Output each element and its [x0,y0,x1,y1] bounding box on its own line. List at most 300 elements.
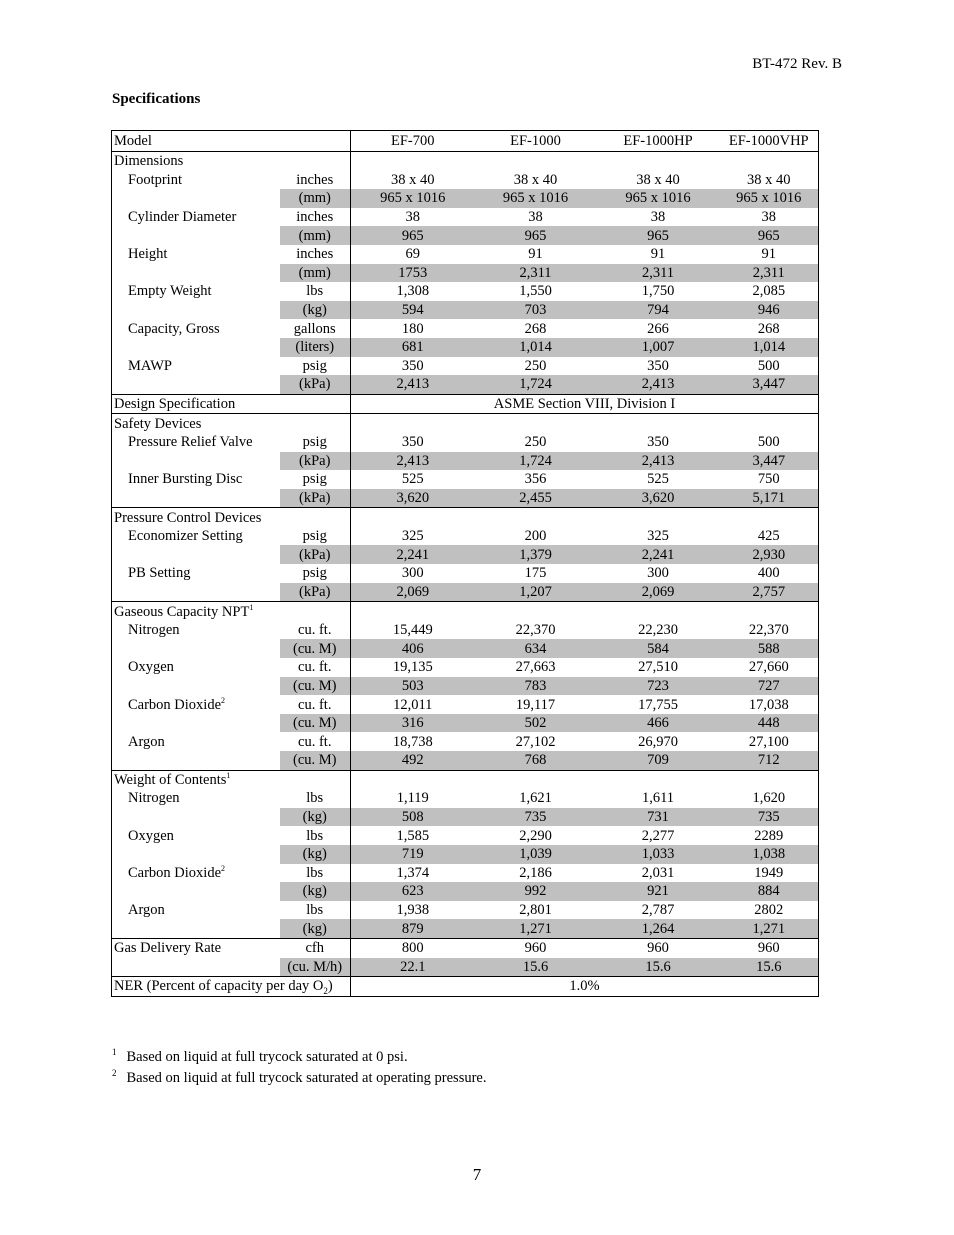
row-label [112,658,280,677]
value-cell: 325 [647,528,669,545]
model-header: EF-700 [351,131,475,152]
value-cell: 2,787 [641,902,675,919]
value-cell: 681 [351,338,475,357]
value-cell: 27,102 [515,733,556,750]
value-cell: 2,186 [519,864,552,881]
value-cell: 709 [597,751,720,770]
value-cell [475,602,597,621]
value-cell: 466 [597,714,720,733]
row-label [112,695,280,714]
value-cell: 2,069 [351,583,475,602]
value-cell: 448 [720,714,819,733]
row-label [112,751,280,770]
table-row [112,564,819,583]
footnotes [112,1047,486,1089]
value-cell: 300 [647,565,669,582]
value-cell: 1,207 [475,583,597,602]
row-label-text: ) [327,978,333,995]
table-row [112,639,819,658]
table-row [112,508,819,527]
value-cell: 965 [351,226,475,245]
row-label-text: Empty Weight [128,283,212,300]
value-cell: 3,620 [351,489,475,508]
value-cell: 27,510 [638,659,678,676]
value-cell: 2802 [720,901,819,920]
table-row [112,621,819,640]
unit-cell: (kg) [280,845,351,864]
value-cell: 22.1 [351,958,475,977]
value-cell: 731 [597,808,720,827]
row-label [112,301,280,320]
value-cell: 1,308 [351,282,475,301]
row-label [112,845,280,864]
row-label [112,245,280,264]
value-cell: 3,620 [597,489,720,508]
value-cell: 2,413 [351,375,475,394]
value-cell: 356 [524,471,547,488]
unit-cell: gallons [293,320,336,337]
group-title [112,770,280,789]
row-label [112,264,280,283]
row-label [112,489,280,508]
value-cell: 2,311 [720,264,819,283]
value-cell: 1,039 [475,845,597,864]
table-row [112,695,819,714]
row-label [112,470,280,489]
unit-cell: (kPa) [280,489,351,508]
value-cell [351,770,475,789]
table-row [112,882,819,901]
unit-cell: lbs [306,827,324,844]
row-label-text: Argon [128,733,165,750]
row-label-text: Capacity, Gross [128,320,220,337]
row-label [112,357,280,376]
value-cell: 350 [351,357,475,376]
unit-cell: cu. ft. [298,622,332,639]
footnote: $^1$ Based on liquid at full trycock saturated at 0 psi. [112,1047,408,1065]
value-cell: 250 [524,357,547,374]
value-cell: 22,230 [638,622,678,639]
table-row [112,470,819,489]
value-cell [597,152,720,171]
row-label-text: Carbon Dioxide [128,864,222,881]
table-row [112,770,819,789]
value-cell: 38 [351,208,475,227]
value-cell: 735 [475,808,597,827]
value-cell: 38 [720,208,819,227]
unit-cell: lbs [306,283,324,300]
unit-cell [280,508,351,527]
value-cell: 3,447 [720,375,819,394]
row-label [112,732,280,751]
value-cell: 525 [351,470,475,489]
value-cell: 38 x 40 [720,171,819,190]
table-row [112,808,819,827]
row-label-text: Oxygen [128,827,174,844]
value-cell: 18,738 [351,732,475,751]
table-row [112,958,819,977]
unit-cell [280,770,351,789]
table-row [112,414,819,433]
value-cell: 2,277 [641,827,675,844]
table-row [112,189,819,208]
value-cell: 1,585 [351,826,475,845]
group-title: Pressure Control Devices [112,508,280,527]
table-row [112,732,819,751]
row-label [112,527,280,546]
row-label-text: NER (Percent of capacity per day O [114,978,324,995]
unit-cell: (kg) [280,301,351,320]
value-cell: 623 [351,882,475,901]
value-cell: 2,801 [519,902,552,919]
group-title-text: Weight of Contents [114,771,227,788]
value-cell [475,152,597,171]
value-cell: 1,620 [720,789,819,808]
value-cell [720,770,819,789]
value-cell: 325 [351,527,475,546]
value-cell [720,508,819,527]
row-label-text: Carbon Dioxide [128,696,222,713]
value-cell: 316 [351,714,475,733]
unit-cell: psig [302,471,327,488]
value-cell: 2,311 [475,264,597,283]
row-label-text: Pressure Relief Valve [128,434,253,451]
group-title: Dimensions [112,152,280,171]
value-cell: 794 [597,301,720,320]
value-cell [720,414,819,433]
value-cell: 492 [351,751,475,770]
value-cell: 719 [351,845,475,864]
unit-cell: (cu. M) [280,751,351,770]
unit-cell: lbs [306,902,324,919]
row-label [112,808,280,827]
value-cell: 1,724 [475,452,597,471]
table-row [112,658,819,677]
value-cell: 2,241 [351,545,475,564]
unit-cell: inches [296,209,334,226]
value-cell: 965 x 1016 [720,189,819,208]
table-row [112,751,819,770]
value-cell: 350 [647,357,669,374]
value-cell: 38 x 40 [513,171,558,188]
value-cell: 503 [351,677,475,696]
value-cell: 15,449 [351,621,475,640]
value-cell: 91 [650,246,666,263]
unit-cell: (kPa) [280,375,351,394]
table-row [112,938,819,957]
value-cell: 2,069 [597,583,720,602]
row-label [112,864,280,883]
value-cell: 634 [475,639,597,658]
unit-cell: (cu. M) [280,677,351,696]
value-cell: 1,014 [475,338,597,357]
value-cell: 200 [524,528,547,545]
value-cell: 1,119 [351,789,475,808]
unit-cell: cu. ft. [298,696,332,713]
value-cell: 965 x 1016 [351,189,475,208]
value-cell: 5,171 [720,489,819,508]
unit-cell [280,602,351,621]
table-row [112,394,819,414]
value-cell: 15.6 [597,958,720,977]
unit-cell: cu. ft. [298,733,332,750]
unit-cell [280,394,351,414]
row-label [112,375,280,394]
value-cell: 703 [475,301,597,320]
value-cell [475,414,597,433]
table-row [112,433,819,452]
table-row [112,357,819,376]
value-cell: 1,550 [519,283,552,300]
value-cell [351,602,475,621]
value-cell: 783 [475,677,597,696]
footnote: $^2$ Based on liquid at full trycock saturated at operating pressure. [112,1068,487,1086]
row-label [112,677,280,696]
unit-cell: (liters) [280,338,351,357]
table-row [112,131,819,152]
table-row [112,226,819,245]
unit-cell: psig [302,357,327,374]
unit-cell: inches [296,171,334,188]
value-cell: 965 [720,226,819,245]
row-label [112,338,280,357]
table-row [112,977,819,997]
value-cell: 38 x 40 [636,171,680,188]
table-row [112,489,819,508]
row-label-text: Height [128,246,168,263]
unit-cell: (kg) [280,808,351,827]
value-cell [720,602,819,621]
value-cell: 500 [720,433,819,452]
document-id: BT-472 Rev. B [752,56,842,72]
row-label-text: PB Setting [128,565,191,582]
row-label-text: Footprint [128,171,182,188]
value-cell: 1,033 [597,845,720,864]
table-row [112,545,819,564]
table-row [112,452,819,471]
value-cell: 2,311 [597,264,720,283]
value-cell: 965 x 1016 [597,189,720,208]
value-cell: 508 [351,808,475,827]
group-title: Safety Devices [112,414,280,433]
table-row [112,826,819,845]
value-cell: 1,038 [720,845,819,864]
value-cell: 17,038 [720,695,819,714]
value-cell: 27,663 [515,659,556,676]
unit-cell: (mm) [280,189,351,208]
unit-cell: (kg) [280,882,351,901]
value-cell: 266 [647,320,669,337]
value-cell: 17,755 [638,696,678,713]
unit-cell: lbs [306,864,324,881]
value-cell: 3,447 [720,452,819,471]
value-cell: 1,621 [519,790,552,807]
table-row [112,527,819,546]
group-title [112,602,280,621]
model-label: Model [112,131,280,152]
row-label-text: MAWP [128,357,172,374]
spanning-value: 1.0% [351,977,819,997]
value-cell: 2,455 [475,489,597,508]
value-cell [597,602,720,621]
value-cell [351,508,475,527]
row-label [112,282,280,301]
value-cell: 584 [597,639,720,658]
row-label [112,545,280,564]
value-cell [720,152,819,171]
value-cell: 91 [528,246,543,263]
value-cell: 1,264 [597,919,720,938]
subscript: 2 [323,986,328,997]
value-cell: 965 x 1016 [475,189,597,208]
value-cell: 1,938 [351,901,475,920]
group-title-text: Gaseous Capacity NPT [114,603,250,620]
value-cell: 525 [647,471,669,488]
row-label [112,901,280,920]
value-cell: 19,117 [515,696,556,713]
model-header: EF-1000 [475,131,597,152]
table-row [112,152,819,171]
value-cell: 1,611 [641,790,675,807]
row-label [112,208,280,227]
spanning-value: ASME Section VIII, Division I [351,394,819,414]
row-label-text: Argon [128,902,165,919]
unit-cell: (cu. M/h) [280,958,351,977]
row-label [112,564,280,583]
value-cell: 992 [475,882,597,901]
value-cell: 268 [720,319,819,338]
table-row [112,375,819,394]
value-cell: 800 [351,938,475,957]
row-label [112,226,280,245]
row-label [112,621,280,640]
value-cell: 2,413 [597,375,720,394]
value-cell: 960 [647,940,669,957]
unit-cell: (cu. M) [280,714,351,733]
unit-cell: (mm) [280,264,351,283]
value-cell: 406 [351,639,475,658]
unit-cell: inches [296,246,334,263]
value-cell: 727 [720,677,819,696]
value-cell: 22,370 [720,621,819,640]
row-label [112,639,280,658]
row-label [112,919,280,938]
table-row [112,301,819,320]
row-label [112,583,280,602]
specifications-table [111,130,819,997]
value-cell: 946 [720,301,819,320]
value-cell: 250 [524,434,547,451]
table-row [112,901,819,920]
row-label [112,433,280,452]
unit-cell: (kPa) [280,452,351,471]
value-cell [597,770,720,789]
value-cell: 268 [524,320,547,337]
row-label [112,319,280,338]
value-cell: 2,031 [641,864,675,881]
unit-cell: psig [302,434,327,451]
row-label [112,171,280,190]
unit-cell: psig [302,565,327,582]
row-label-text: Oxygen [128,659,174,676]
value-cell: 2,413 [597,452,720,471]
unit-cell: psig [302,528,327,545]
value-cell: 2,413 [351,452,475,471]
value-cell: 2,930 [720,545,819,564]
unit-cell [280,152,351,171]
row-label [112,826,280,845]
table-row [112,319,819,338]
unit-cell [280,131,351,152]
value-cell: 180 [351,319,475,338]
model-header: EF-1000HP [597,131,720,152]
table-row [112,264,819,283]
value-cell: 960 [720,938,819,957]
row-label-text: Nitrogen [128,622,180,639]
table-row [112,677,819,696]
value-cell: 2,085 [720,282,819,301]
row-label [112,789,280,808]
unit-cell: cfh [305,940,324,957]
value-cell: 588 [720,639,819,658]
value-cell: 27,660 [720,658,819,677]
unit-cell: (cu. M) [280,639,351,658]
row-label [112,958,280,977]
value-cell: 1753 [351,264,475,283]
value-cell [351,152,475,171]
unit-cell: (mm) [280,226,351,245]
table-row [112,602,819,621]
table-row [112,845,819,864]
unit-cell: (kPa) [280,545,351,564]
table-row [112,338,819,357]
table-row [112,171,819,190]
value-cell: 1,374 [351,864,475,883]
value-cell: 965 [597,226,720,245]
value-cell [597,508,720,527]
value-cell: 38 x 40 [351,171,475,190]
value-cell: 2,757 [720,583,819,602]
model-header: EF-1000VHP [720,131,819,152]
footnote-mark: 1 [249,602,254,612]
value-cell [351,414,475,433]
value-cell: 965 [475,226,597,245]
value-cell: 735 [720,808,819,827]
row-label-text: Inner Bursting Disc [128,471,243,488]
row-label [112,714,280,733]
value-cell: 2,290 [519,827,552,844]
value-cell: 91 [720,245,819,264]
value-cell: 350 [351,433,475,452]
value-cell [475,508,597,527]
page-number: 7 [472,1165,482,1184]
table-row [112,789,819,808]
value-cell: 921 [597,882,720,901]
unit-cell: (kPa) [280,583,351,602]
value-cell: 712 [720,751,819,770]
value-cell: 1,750 [641,283,675,300]
table-row [112,208,819,227]
value-cell: 1949 [720,864,819,883]
value-cell: 425 [720,527,819,546]
value-cell [475,770,597,789]
value-cell: 19,135 [351,658,475,677]
value-cell: 1,271 [475,919,597,938]
value-cell: 175 [524,565,547,582]
value-cell: 1,724 [475,375,597,394]
row-label-text: Economizer Setting [128,528,243,545]
row-label-text: Gas Delivery Rate [114,940,222,957]
